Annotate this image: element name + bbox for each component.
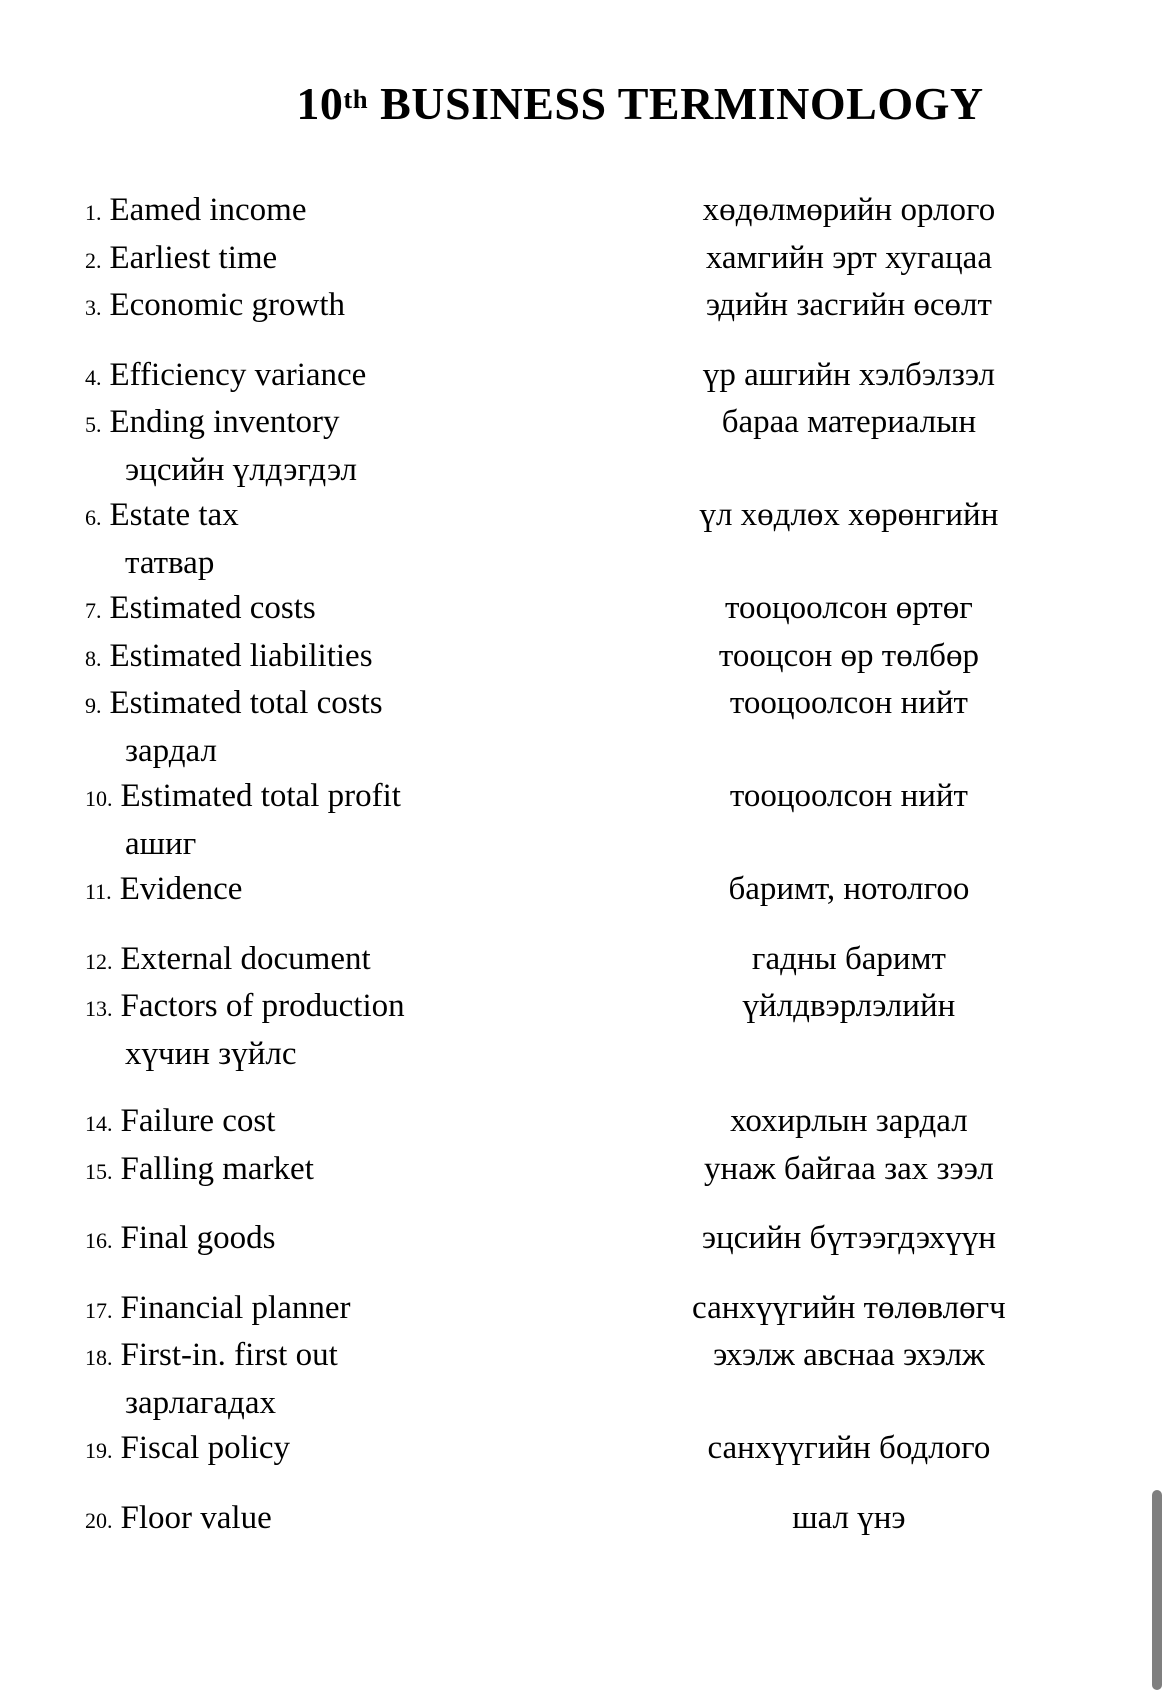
term-row (85, 400, 1152, 493)
term-mongolian: хөдөлмөрийн орлого (702, 192, 996, 228)
term-line (85, 400, 1152, 448)
term-number: 9. (85, 693, 102, 718)
term-english: Evidence (119, 871, 243, 907)
term-left (85, 984, 576, 1032)
term-row (85, 283, 1152, 331)
term-row (85, 1216, 1152, 1264)
term-continuation: зарлагадах (125, 1384, 276, 1421)
term-english: Efficiency variance (109, 356, 367, 393)
term-mongolian: үл хөдлөх хөрөнгийн (699, 497, 999, 533)
term-number: 17. (85, 1297, 113, 1323)
term-row (85, 493, 1152, 586)
term-english: Floor value (120, 1499, 272, 1536)
term-line (85, 353, 1152, 401)
term-continuation: хүчин зүйлс (125, 1035, 297, 1072)
term-line (85, 867, 1152, 915)
term-row (85, 634, 1152, 682)
term-mongolian: бараа материалын (721, 404, 977, 440)
term-english: Financial planner (120, 1289, 351, 1326)
term-english: Ending inventory (109, 404, 340, 440)
term-number: 18. (85, 1345, 113, 1370)
term-row (85, 1333, 1152, 1426)
term-row (85, 1099, 1152, 1147)
term-mongolian: тооцоолсон нийт (729, 685, 968, 721)
term-left (85, 1426, 576, 1474)
term-mongolian: эдийн засгийн өсөлт (705, 287, 992, 323)
term-row (85, 586, 1152, 634)
term-left (85, 681, 576, 729)
term-left (85, 1333, 576, 1381)
term-english: Falling market (120, 1150, 314, 1187)
term-english: Economic growth (109, 287, 346, 323)
term-left (85, 1286, 576, 1334)
document-page (0, 76, 1170, 1671)
term-line (85, 681, 1152, 729)
term-line (85, 493, 1152, 541)
term-mongolian: үйлдвэрлэлийн (742, 988, 956, 1024)
term-english: Estimated costs (109, 590, 316, 626)
term-mongolian: хамгийн эрт хугацаа (705, 239, 992, 276)
term-line (85, 188, 1152, 236)
term-number: 1. (85, 200, 102, 225)
term-row (85, 1426, 1152, 1474)
term-left (85, 937, 576, 985)
term-list (0, 188, 1170, 1543)
term-left (85, 634, 576, 682)
term-number: 19. (85, 1438, 113, 1463)
term-line (85, 937, 1152, 985)
term-mongolian: хохирлын зардал (730, 1103, 968, 1139)
term-line (85, 984, 1152, 1032)
term-english: Estimated total costs (109, 685, 383, 721)
term-number: 2. (85, 247, 102, 273)
term-mongolian: эхэлж авснаа эхэлж (713, 1337, 985, 1373)
term-line (85, 1099, 1152, 1147)
term-row (85, 937, 1152, 985)
term-line (85, 634, 1152, 682)
term-row (85, 774, 1152, 867)
term-number: 10. (85, 786, 113, 811)
term-number: 15. (85, 1158, 113, 1184)
term-mongolian: баримт, нотолгоо (728, 871, 970, 907)
term-line (85, 1147, 1152, 1195)
title-text: BUSINESS TERMINOLOGY (368, 78, 984, 129)
term-english: Fiscal policy (120, 1430, 291, 1466)
term-mongolian: санхүүгийн бодлого (707, 1430, 991, 1466)
term-left (85, 1099, 576, 1147)
term-row (85, 1147, 1152, 1195)
term-left (85, 774, 576, 822)
term-number: 3. (85, 295, 102, 320)
term-continuation: ашиг (125, 825, 197, 862)
term-mongolian: гадны баримт (751, 940, 946, 977)
term-mongolian: унаж байгаа зах зээл (704, 1150, 994, 1187)
title-number: 10 (296, 78, 344, 129)
term-line (85, 1216, 1152, 1264)
term-english: Final goods (120, 1220, 276, 1256)
term-left (85, 586, 576, 634)
term-number: 8. (85, 645, 102, 671)
term-english: First-in. first out (120, 1337, 338, 1373)
term-left (85, 353, 576, 401)
term-english: Earliest time (109, 239, 278, 276)
term-mongolian: тооцоолсон нийт (729, 778, 968, 814)
term-english: Eamed income (109, 192, 307, 228)
term-mongolian: шал үнэ (792, 1499, 906, 1536)
term-row (85, 1286, 1152, 1334)
term-row (85, 188, 1152, 236)
term-left (85, 493, 576, 541)
term-left (85, 400, 576, 448)
term-number: 14. (85, 1111, 113, 1136)
term-number: 12. (85, 948, 113, 974)
term-number: 16. (85, 1228, 113, 1253)
term-english: Estimated total profit (120, 778, 401, 814)
term-row (85, 681, 1152, 774)
scrollbar-thumb[interactable] (1152, 1490, 1162, 1690)
term-left (85, 188, 576, 236)
term-line (85, 236, 1152, 284)
term-english: Failure cost (120, 1103, 276, 1139)
term-row (85, 1496, 1152, 1544)
term-number: 6. (85, 505, 102, 530)
term-left (85, 867, 576, 915)
term-line (85, 774, 1152, 822)
term-left (85, 1147, 576, 1195)
term-mongolian: тооцоолсон өртөг (725, 590, 973, 626)
term-line (85, 283, 1152, 331)
term-left (85, 236, 576, 284)
term-english: Estate tax (109, 497, 239, 533)
term-english: Factors of production (120, 988, 405, 1024)
title-superscript: th (343, 83, 369, 114)
term-number: 7. (85, 598, 102, 623)
term-mongolian: тооцсон өр төлбөр (718, 637, 979, 674)
term-continuation: зардал (125, 732, 217, 769)
term-mongolian: үр ашгийн хэлбэлзэл (702, 356, 995, 393)
term-line (85, 1496, 1152, 1544)
term-mongolian: эцсийн бүтээгдэхүүн (701, 1220, 996, 1256)
term-row (85, 236, 1152, 284)
term-row (85, 353, 1152, 401)
term-line (85, 1286, 1152, 1334)
term-continuation: эцсийн үлдэгдэл (125, 451, 357, 488)
term-number: 11. (85, 879, 112, 904)
term-left (85, 1496, 576, 1544)
term-left (85, 1216, 576, 1264)
term-english: External document (120, 940, 371, 977)
term-line (85, 1333, 1152, 1381)
page-title (110, 76, 1170, 138)
term-left (85, 283, 576, 331)
term-mongolian: санхүүгийн төлөвлөгч (692, 1289, 1006, 1326)
term-row (85, 867, 1152, 915)
term-line (85, 1426, 1152, 1474)
term-continuation: татвар (125, 544, 215, 581)
term-number: 13. (85, 996, 113, 1021)
term-line (85, 586, 1152, 634)
term-number: 5. (85, 412, 102, 437)
term-row (85, 984, 1152, 1077)
term-number: 20. (85, 1507, 113, 1533)
term-number: 4. (85, 364, 102, 390)
term-english: Estimated liabilities (109, 637, 373, 674)
